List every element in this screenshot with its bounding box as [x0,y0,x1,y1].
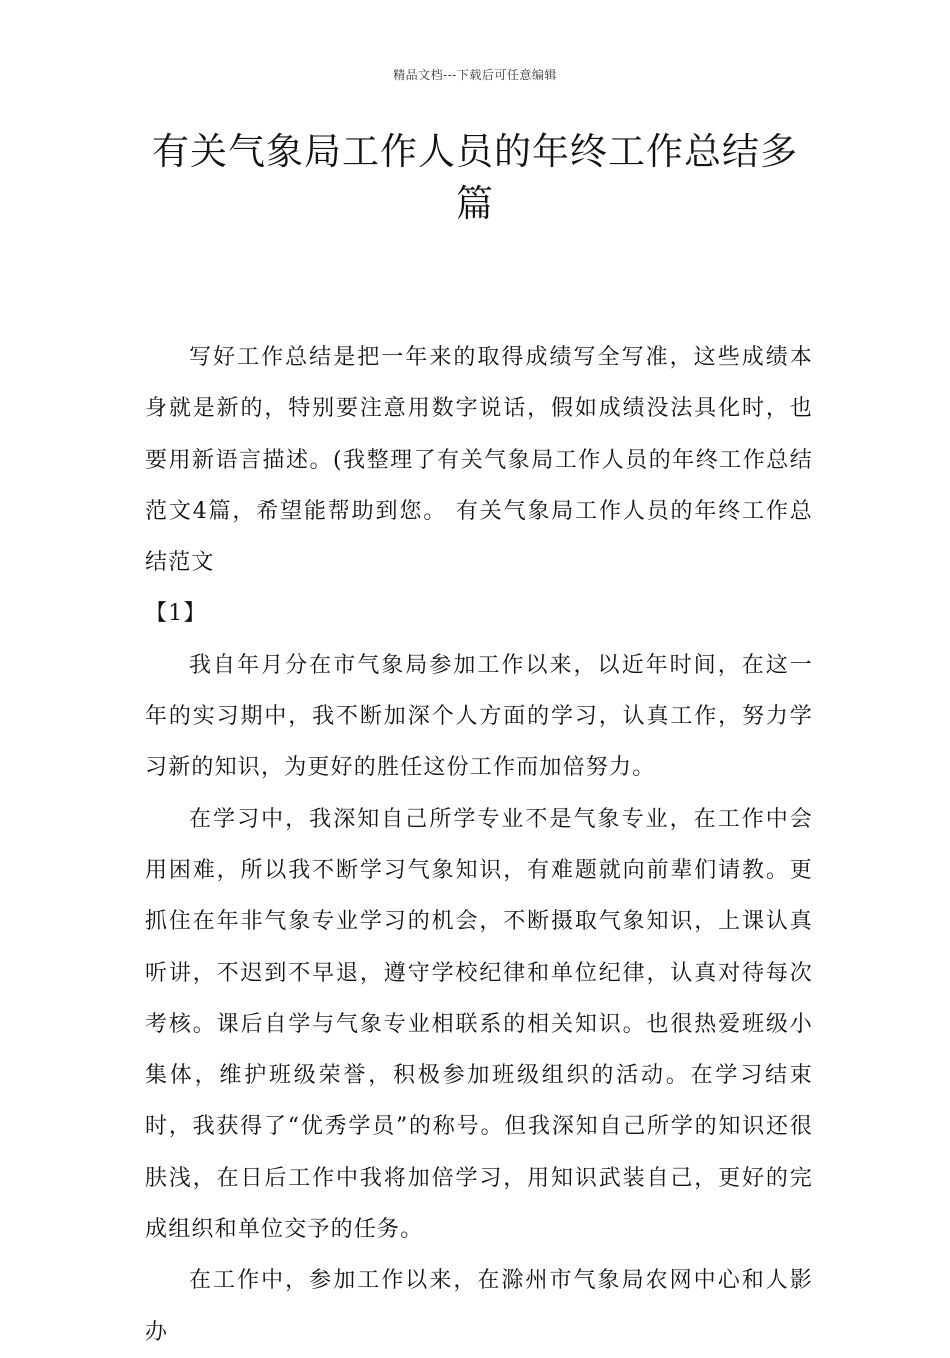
paragraph-intro [145,332,813,640]
paragraph-2: 在学习中，我深知自己所学专业不是气象专业，在工作中会用困难，所以我不断学习气象知识，有难题就向前辈们请教。更抓住在年非气象专业学习的机会，不断摄取气象知识，上课认真听讲，不迟到不早退，遵守学校纪律和单位纪律，认真对待每次考核。课后自学与气象专业相联系的相关知识。也很热爱班级小集体，维护班级荣誉，积极参加班级组织的活动。在学习结束时，我获得了“优秀学员”的称号。但我深知自己所学的知识还很肤浅，在日后工作中我将加倍学习，用知识武装自己，更好的完成组织和单位交予的任务。 [145,806,813,1243]
paragraph-1: 我自年月分在市气象局参加工作以来，以近年时间，在这一年的实习期中，我不断加深个人方面的学习，认真工作，努力学习新的知识，为更好的胜任这份工作而加倍努力。 [145,652,813,781]
paragraph-3: 在工作中，参加工作以来，在滁州市气象局农网中心和人影办 [145,1268,813,1345]
section-marker: 【1】 [145,601,207,627]
document-title: 有关气象局工作人员的年终工作总结多篇 [152,130,798,225]
paragraph-intro-text: 写好工作总结是把一年来的取得成绩写全写准，这些成绩本身就是新的，特别要注意用数字说话，假如成绩没法具化时，也要用新语言描述。(我整理了有关气象局工作人员的年终工作总结范文4篇，希望能帮助到您。 有关气象局工作人员的年终工作总结范文 [145,345,813,576]
document-body [145,332,813,1358]
header-note: 精品文档---下载后可任意编辑 [393,68,557,82]
